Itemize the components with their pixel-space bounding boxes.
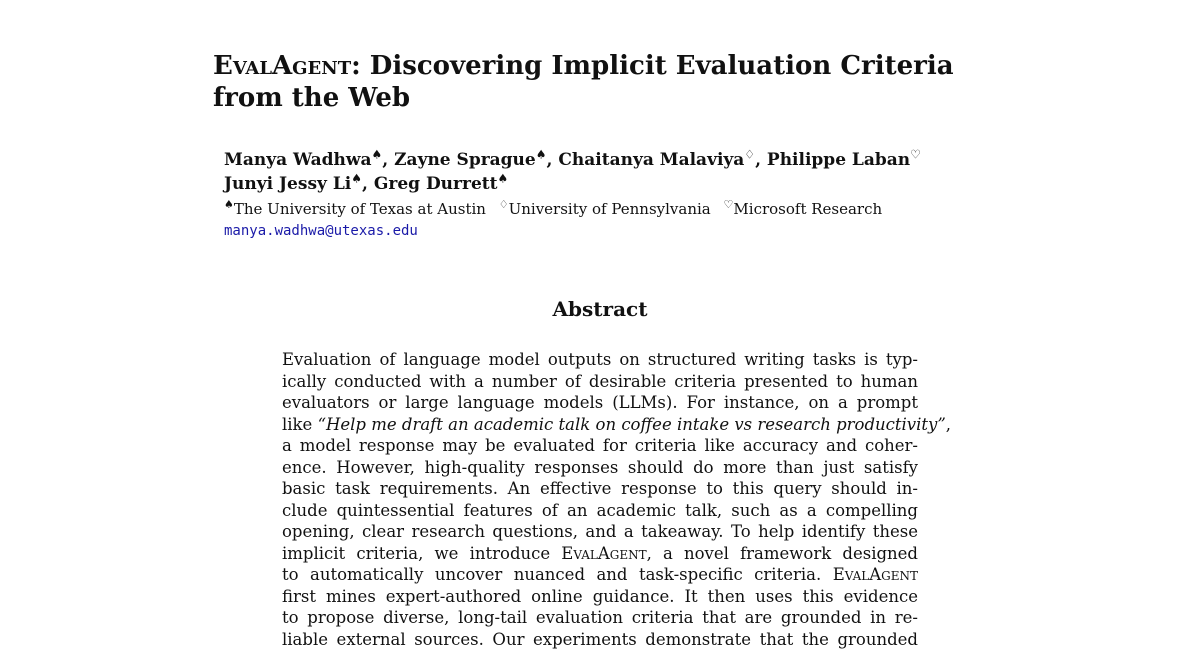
abstract-line: [282, 564, 918, 586]
paper-title: [213, 50, 973, 114]
author-email-link[interactable]: manya.wadhwa@utexas.edu: [224, 221, 418, 241]
affiliation-symbol: ♢: [499, 198, 509, 211]
abstract-brand: EvalAgent: [561, 544, 646, 563]
affiliation-name: University of Pennsylvania: [509, 200, 711, 218]
author-name: Greg Durrett: [374, 174, 498, 194]
abstract-line: ically conducted with a number of desirable criteria presented to human: [282, 371, 918, 393]
affiliation-name: Microsoft Research: [733, 200, 882, 218]
author-name: Chaitanya Malaviya: [558, 150, 744, 170]
abstract-body: [282, 349, 918, 650]
abstract-line: [282, 543, 918, 565]
author-separator: ,: [362, 174, 374, 194]
abstract-line: Evaluation of language model outputs on structured writing tasks is typ-: [282, 349, 918, 371]
example-prompt-quote: “Help me draft an academic talk on coffee intake vs research productivity”: [318, 415, 946, 434]
title-colon: :: [351, 51, 361, 81]
affiliation-symbol: ♠: [536, 147, 547, 161]
abstract-line: liable external sources. Our experiments demonstrate that the grounded: [282, 629, 918, 650]
abstract-heading: Abstract: [0, 295, 1200, 323]
affiliations: [224, 198, 984, 220]
abstract-line: [282, 414, 918, 436]
author-separator: ,: [755, 150, 767, 170]
abstract-line: a model response may be evaluated for criteria like accuracy and coher-: [282, 435, 918, 457]
abstract-line: first mines expert-authored online guidance. It then uses this evidence: [282, 586, 918, 608]
affiliation-symbol: ♡: [724, 198, 734, 211]
author-line-1: [224, 148, 984, 172]
abstract-text: implicit criteria, we introduce: [282, 544, 561, 563]
abstract-line: opening, clear research questions, and a takeaway. To help identify these: [282, 521, 918, 543]
author-name: Junyi Jessy Li: [224, 174, 351, 194]
abstract-line: ence. However, high-quality responses should do more than just satisfy: [282, 457, 918, 479]
author-separator: ,: [382, 150, 394, 170]
author-separator: ,: [547, 150, 559, 170]
abstract-text: to automatically uncover nuanced and task-specific criteria.: [282, 565, 833, 584]
abstract-brand: EvalAgent: [833, 565, 918, 584]
affiliation-symbol: ♢: [744, 147, 755, 161]
author-name: Zayne Sprague: [394, 150, 536, 170]
abstract-text: ,: [946, 415, 951, 434]
abstract-line: to propose diverse, long-tail evaluation criteria that are grounded in re-: [282, 607, 918, 629]
affiliation-symbol: ♠: [224, 198, 234, 211]
affiliation-symbol: ♠: [497, 171, 508, 185]
title-rest-line1: Discovering Implicit Evaluation Criteria: [361, 51, 954, 81]
author-name: Manya Wadhwa: [224, 150, 372, 170]
abstract-line: basic task requirements. An effective response to this query should in-: [282, 478, 918, 500]
title-brand: EvalAgent: [213, 51, 351, 81]
abstract-line: evaluators or large language models (LLMs). For instance, on a prompt: [282, 392, 918, 414]
affiliation-name: The University of Texas at Austin: [234, 200, 486, 218]
author-name: Philippe Laban: [767, 150, 910, 170]
author-line-2: [224, 172, 984, 196]
abstract-line: clude quintessential features of an academic talk, such as a compelling: [282, 500, 918, 522]
author-list: [224, 148, 984, 196]
abstract-text: like: [282, 415, 318, 434]
affiliation-symbol: ♠: [351, 171, 362, 185]
affiliation-symbol: ♡: [910, 147, 921, 161]
affiliation-symbol: ♠: [372, 147, 383, 161]
title-rest-line2: from the Web: [213, 83, 410, 113]
abstract-text: , a novel framework designed: [647, 544, 918, 563]
